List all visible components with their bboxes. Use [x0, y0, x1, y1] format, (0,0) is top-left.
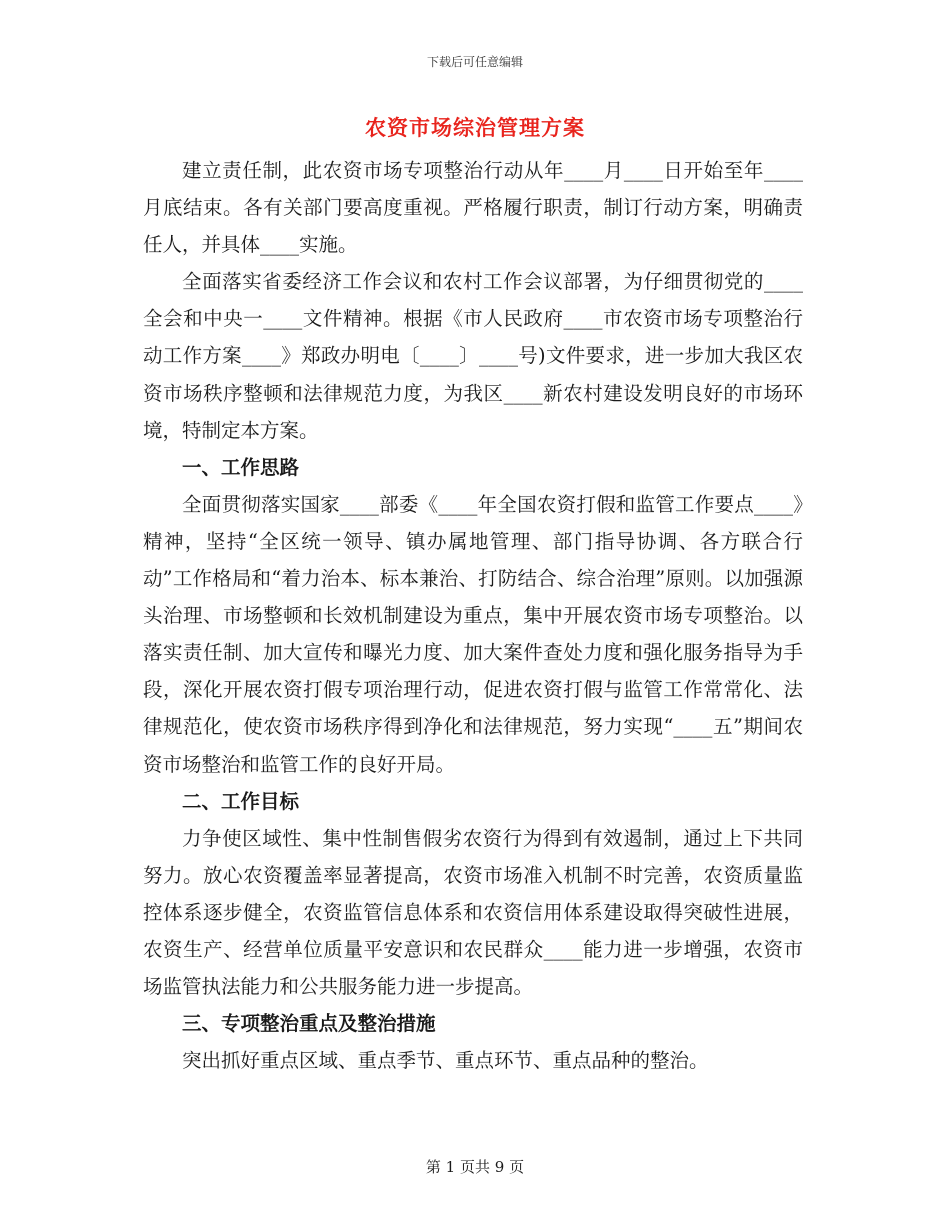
document-body: [143, 152, 803, 1079]
page-footer: 第 1 页共 9 页: [425, 1158, 525, 1176]
section-heading-measures: 三、专项整治重点及整治措施: [182, 1012, 436, 1036]
paragraph-measures: 突出抓好重点区域、重点季节、重点环节、重点品种的整治。: [182, 1049, 709, 1073]
header-note: 下载后可任意编辑: [426, 55, 523, 69]
paragraph-goals: 力争使区域性、集中性制售假劣农资行为得到有效遏制，通过上下共同努力。放心农资覆盖率显著提高，农资市场准入机制不时完善，农资质量监控体系逐步健全，农资监管信息体系和农资信用体系建设取得突破性进展，农资生产、经营单位质量平安意识和农民群众____能力进一步增强，农资市场监管执法能力和公共服务能力进一步提高。: [143, 826, 803, 999]
document-title: 农资市场综治管理方案: [365, 115, 585, 140]
paragraph-responsibility: 建立责任制，此农资市场专项整治行动从年____月____日开始至年____月底结束。各有关部门要高度重视。严格履行职责，制订行动方案，明确责任人，并具体____实施。: [143, 159, 803, 257]
paragraph-approach: 全面贯彻落实国家____部委《____年全国农资打假和监管工作要点____》精神，坚持“全区统一领导、镇办属地管理、部门指导协调、各方联合行动”工作格局和“着力治本、标本兼治、打防结合、综合治理”原则。以加强源头治理、市场整顿和长效机制建设为重点，集中开展农资市场专项整治。以落实责任制、加大宣传和曝光力度、加大案件查处力度和强化服务指导为手段，深化开展农资打假专项治理行动，促进农资打假与监管工作常常化、法律规范化，使农资市场秩序得到净化和法律规范，努力实现“____五”期间农资市场整治和监管工作的良好开局。: [143, 492, 803, 776]
section-heading-approach: 一、工作思路: [182, 455, 300, 479]
section-heading-goals: 二、工作目标: [182, 789, 300, 813]
paragraph-background: 全面落实省委经济工作会议和农村工作会议部署，为仔细贯彻党的____全会和中央一____文件精神。根据《市人民政府____市农资市场专项整治行动工作方案____》郑政办明电〔____〕____号)文件要求，进一步加大我区农资市场秩序整顿和法律规范力度，为我区____新农村建设发明良好的市场环境，特制定本方案。: [143, 270, 803, 442]
